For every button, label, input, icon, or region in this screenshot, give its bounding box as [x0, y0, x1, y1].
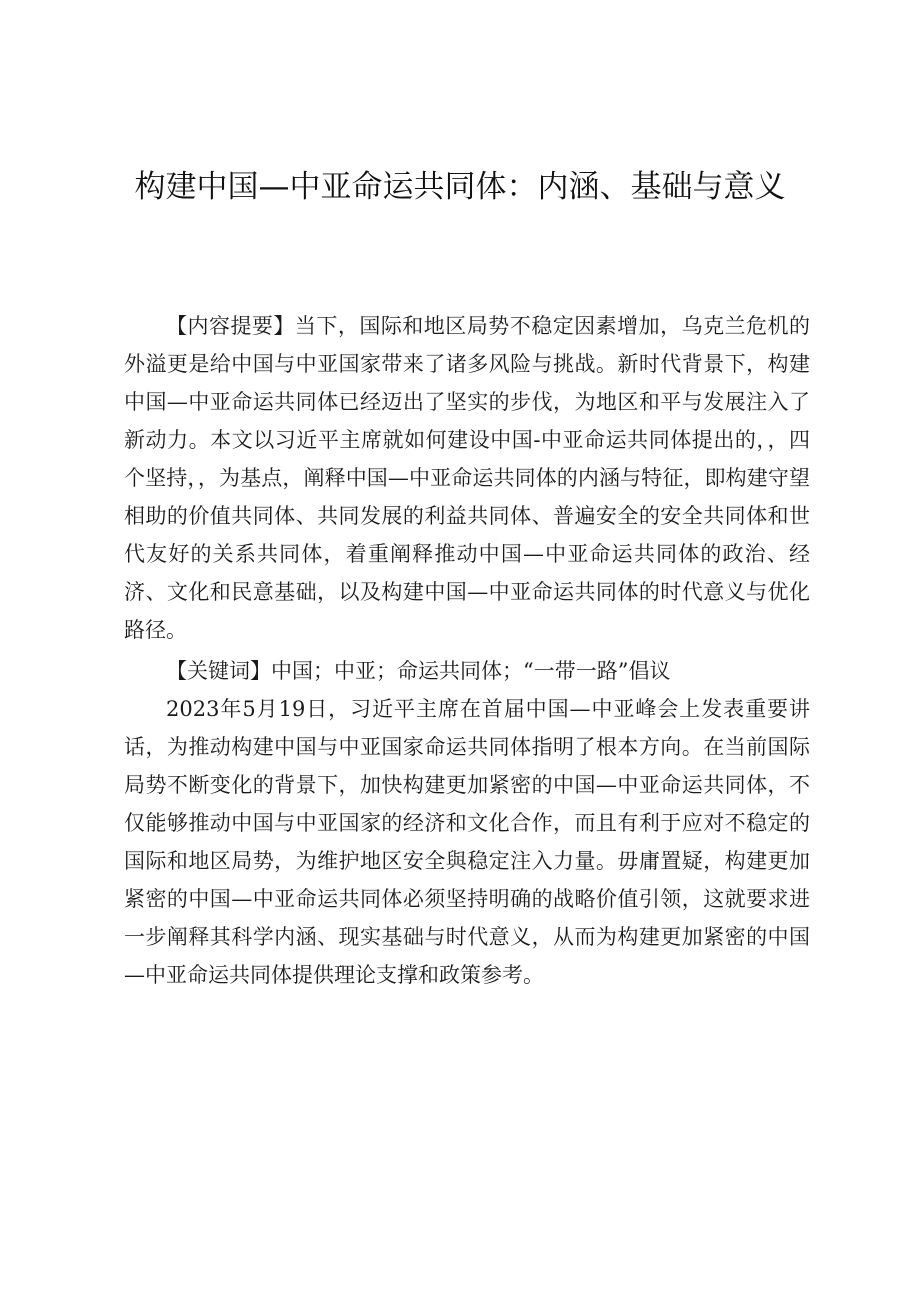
abstract-paragraph: 【内容提要】当下，国际和地区局势不稳定因素增加，乌克兰危机的外溢更是给中国与中亚国家带来了诸多风险与挑战。新时代背景下，构建中国—中亚命运共同体已经迈出了坚实的步伐，为地区和平与发展注入了新动力。本文以习近平主席就如何建设中国-中亚命运共同体提出的，，四个坚持，，为基点，阐释中国—中亚命运共同体的内涵与特征，即构建守望相助的价值共同体、共同发展的利益共同体、普遍安全的安全共同体和世代友好的关系共同体，着重阐释推动中国—中亚命运共同体的政治、经济、文化和民意基础，以及构建中国—中亚命运共同体的时代意义与优化路径。: [124, 314, 810, 642]
document-body: [124, 307, 810, 994]
keywords-paragraph: 【关键词】中国；中亚；命运共同体；“一带一路”倡议: [166, 659, 671, 683]
document-title: 构建中国—中亚命运共同体：内涵、基础与意义: [134, 169, 786, 205]
intro-paragraph: 2023年5月19日，习近平主席在首届中国—中亚峰会上发表重要讲话，为推动构建中国与中亚国家命运共同体指明了根本方向。在当前国际局势不断变化的背景下，加快构建更加紧密的中国—中亚命运共同体，不仅能够推动中国与中亚国家的经济和文化合作，而且有利于应对不稳定的国际和地区局势，为维护地区安全與稳定注入力量。毋庸置疑，构建更加紧密的中国—中亚命运共同体必须坚持明确的战略价值引领，这就要求进一步阐释其科学内涵、现实基础与时代意义，从而为构建更加紧密的中国—中亚命运共同体提供理论支撑和政策参考。: [124, 697, 810, 987]
